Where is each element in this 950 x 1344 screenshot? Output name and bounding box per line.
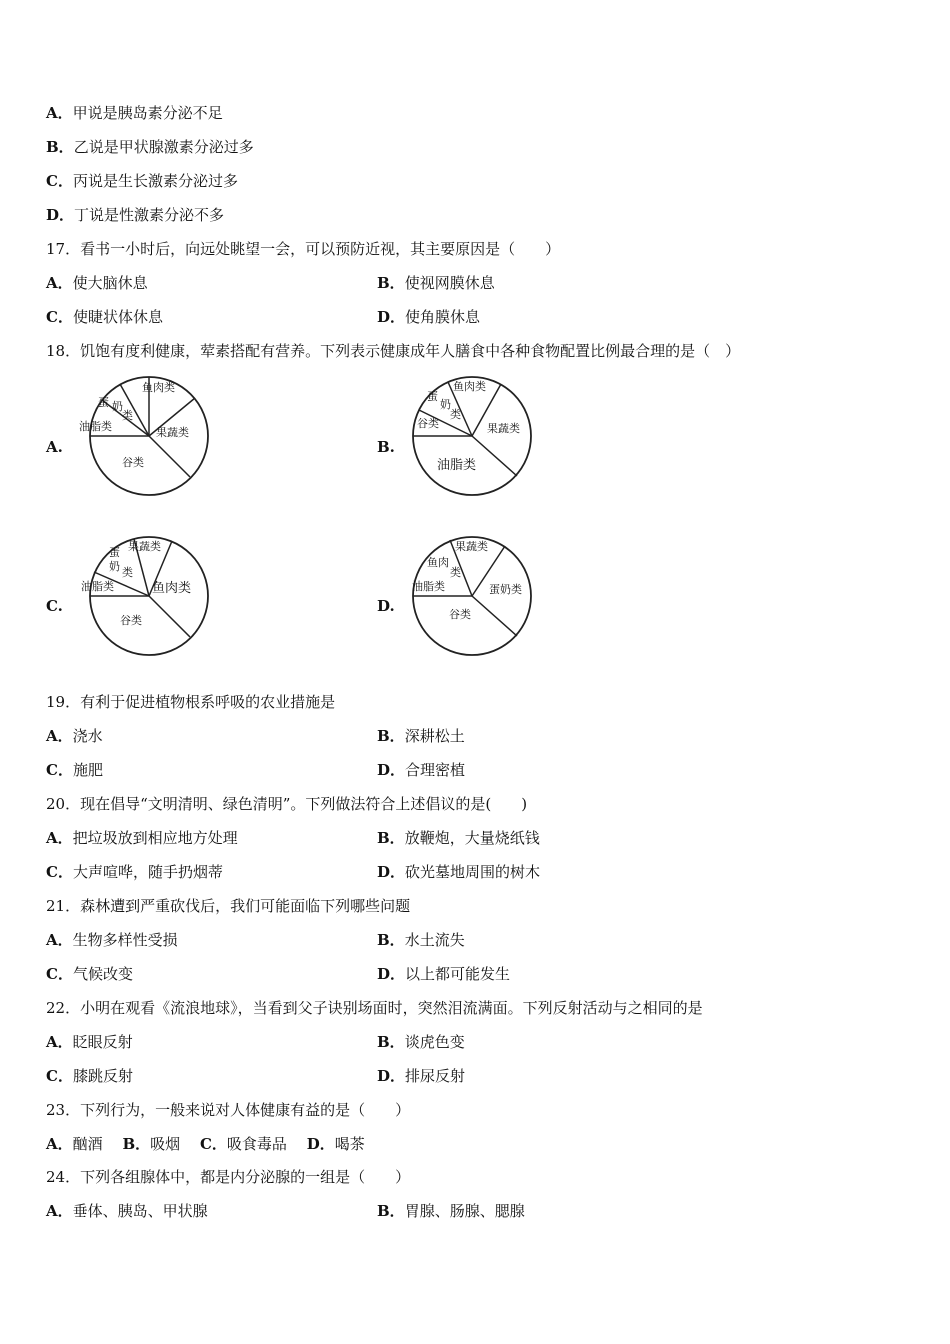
pie-a-slice-fish-meat: 鱼肉类 bbox=[142, 381, 175, 394]
q22-option-b: B．谈虎色变 bbox=[377, 1033, 465, 1051]
q22-option-c: C．膝跳反射 bbox=[46, 1067, 133, 1085]
q19-option-d: D．合理密植 bbox=[377, 761, 466, 779]
pie-d-slice-oil: 油脂类 bbox=[412, 580, 445, 593]
q22-option-d: D．排尿反射 bbox=[377, 1067, 466, 1085]
q17-stem: 17．看书一小时后，向远处眺望一会，可以预防近视，其主要原因是（ ） bbox=[46, 240, 561, 258]
q23-stem: 23．下列行为，一般来说对人体健康有益的是（ ） bbox=[46, 1101, 411, 1119]
q17-option-b: B．使视网膜休息 bbox=[377, 274, 495, 292]
q20-option-a: A．把垃圾放到相应地方处理 bbox=[46, 829, 238, 847]
q16-option-b: B．乙说是甲状腺激素分泌过多 bbox=[46, 138, 254, 156]
pie-b-slice-egg-2: 奶 bbox=[440, 398, 451, 411]
pie-d-slice-fish-meat-2: 类 bbox=[450, 566, 461, 579]
pie-c-slice-oil: 油脂类 bbox=[81, 580, 114, 593]
pie-b-slice-fish-meat: 鱼肉类 bbox=[453, 380, 486, 393]
q16-option-a: A．甲说是胰岛素分泌不足 bbox=[46, 104, 223, 122]
pie-c-slice-grain: 谷类 bbox=[120, 614, 142, 627]
q22-option-a: A．眨眼反射 bbox=[46, 1033, 133, 1051]
q21-stem: 21．森林遭到严重砍伐后，我们可能面临下列哪些问题 bbox=[46, 897, 411, 915]
q19-stem: 19．有利于促进植物根系呼吸的农业措施是 bbox=[46, 693, 336, 711]
q17-option-a: A．使大脑休息 bbox=[46, 274, 148, 292]
pie-a-slice-oil: 油脂类 bbox=[79, 420, 112, 433]
q19-option-b: B．深耕松土 bbox=[377, 727, 465, 745]
q20-stem: 20．现在倡导“文明清明、绿色清明”。下列做法符合上述倡议的是( ) bbox=[46, 795, 528, 813]
pie-b-slice-egg-1: 蛋 bbox=[427, 390, 438, 403]
q21-option-a: A．生物多样性受损 bbox=[46, 931, 178, 949]
pie-a-slice-grain: 谷类 bbox=[122, 456, 144, 469]
q20-option-b: B．放鞭炮，大量烧纸钱 bbox=[377, 829, 540, 847]
pie-chart-d bbox=[403, 532, 543, 660]
pie-c-slice-fish-meat: 鱼肉类 bbox=[152, 581, 192, 596]
q23-options: A．酗酒 B．吸烟 C．吸食毒品 D．喝茶 bbox=[46, 1135, 365, 1153]
q22-stem: 22．小明在观看《流浪地球》，当看到父子诀别场面时，突然泪流满面。下列反射活动与之相同的是 bbox=[46, 999, 703, 1017]
q24-option-a: A．垂体、胰岛、甲状腺 bbox=[46, 1202, 208, 1220]
q24-stem: 24．下列各组腺体中，都是内分泌腺的一组是（ ） bbox=[46, 1168, 411, 1186]
q21-option-d: D．以上都可能发生 bbox=[377, 965, 511, 983]
pie-c-slice-egg-3: 类 bbox=[122, 566, 133, 579]
q17-option-d: D．使角膜休息 bbox=[377, 308, 481, 326]
pie-b-slice-egg-3: 类 bbox=[450, 408, 461, 421]
pie-c-slice-egg-1: 蛋 bbox=[109, 546, 120, 559]
pie-b-slice-oil: 油脂类 bbox=[437, 458, 477, 473]
q18-stem: 18．饥饱有度利健康，荤素搭配有营养。下列表示健康成年人膳食中各种食物配置比例最合理的是（ ） bbox=[46, 342, 741, 360]
q24-option-b: B．胃腺、肠腺、腮腺 bbox=[377, 1202, 525, 1220]
pie-chart-c bbox=[76, 532, 222, 660]
pie-b-label: B. bbox=[377, 438, 395, 456]
q16-option-c: C．丙说是生长激素分泌过多 bbox=[46, 172, 238, 190]
pie-chart-b bbox=[403, 372, 543, 500]
pie-d-label: D. bbox=[377, 597, 395, 615]
pie-a-slice-egg-2: 奶 bbox=[112, 400, 123, 413]
pie-c-slice-egg-2: 奶 bbox=[109, 560, 120, 573]
pie-c-slice-fruit-veg: 果蔬类 bbox=[128, 540, 161, 553]
pie-d-slice-grain: 谷类 bbox=[449, 608, 471, 621]
pie-a-label: A. bbox=[46, 438, 63, 456]
pie-chart-a bbox=[76, 372, 222, 500]
pie-b-slice-fruit-veg: 果蔬类 bbox=[487, 422, 520, 435]
q19-option-a: A．浇水 bbox=[46, 727, 103, 745]
pie-a-slice-egg-3: 类 bbox=[122, 409, 133, 422]
q21-option-b: B．水土流失 bbox=[377, 931, 465, 949]
q21-option-c: C．气候改变 bbox=[46, 965, 133, 983]
pie-d-slice-egg-milk: 蛋奶类 bbox=[489, 583, 522, 596]
q16-option-d: D．丁说是性激素分泌不多 bbox=[46, 206, 225, 224]
q17-option-c: C．使睫状体休息 bbox=[46, 308, 163, 326]
pie-d-slice-fruit-veg: 果蔬类 bbox=[455, 540, 488, 553]
pie-c-label: C. bbox=[46, 597, 63, 615]
q20-option-d: D．砍光墓地周围的树木 bbox=[377, 863, 541, 881]
q19-option-c: C．施肥 bbox=[46, 761, 103, 779]
pie-b-slice-grain: 谷类 bbox=[417, 417, 439, 430]
q20-option-c: C．大声喧哗，随手扔烟蒂 bbox=[46, 863, 223, 881]
pie-d-slice-fish-meat-1: 鱼肉 bbox=[427, 556, 449, 569]
pie-a-slice-fruit-veg: 果蔬类 bbox=[156, 426, 189, 439]
pie-a-slice-egg-1: 蛋 bbox=[98, 396, 109, 409]
